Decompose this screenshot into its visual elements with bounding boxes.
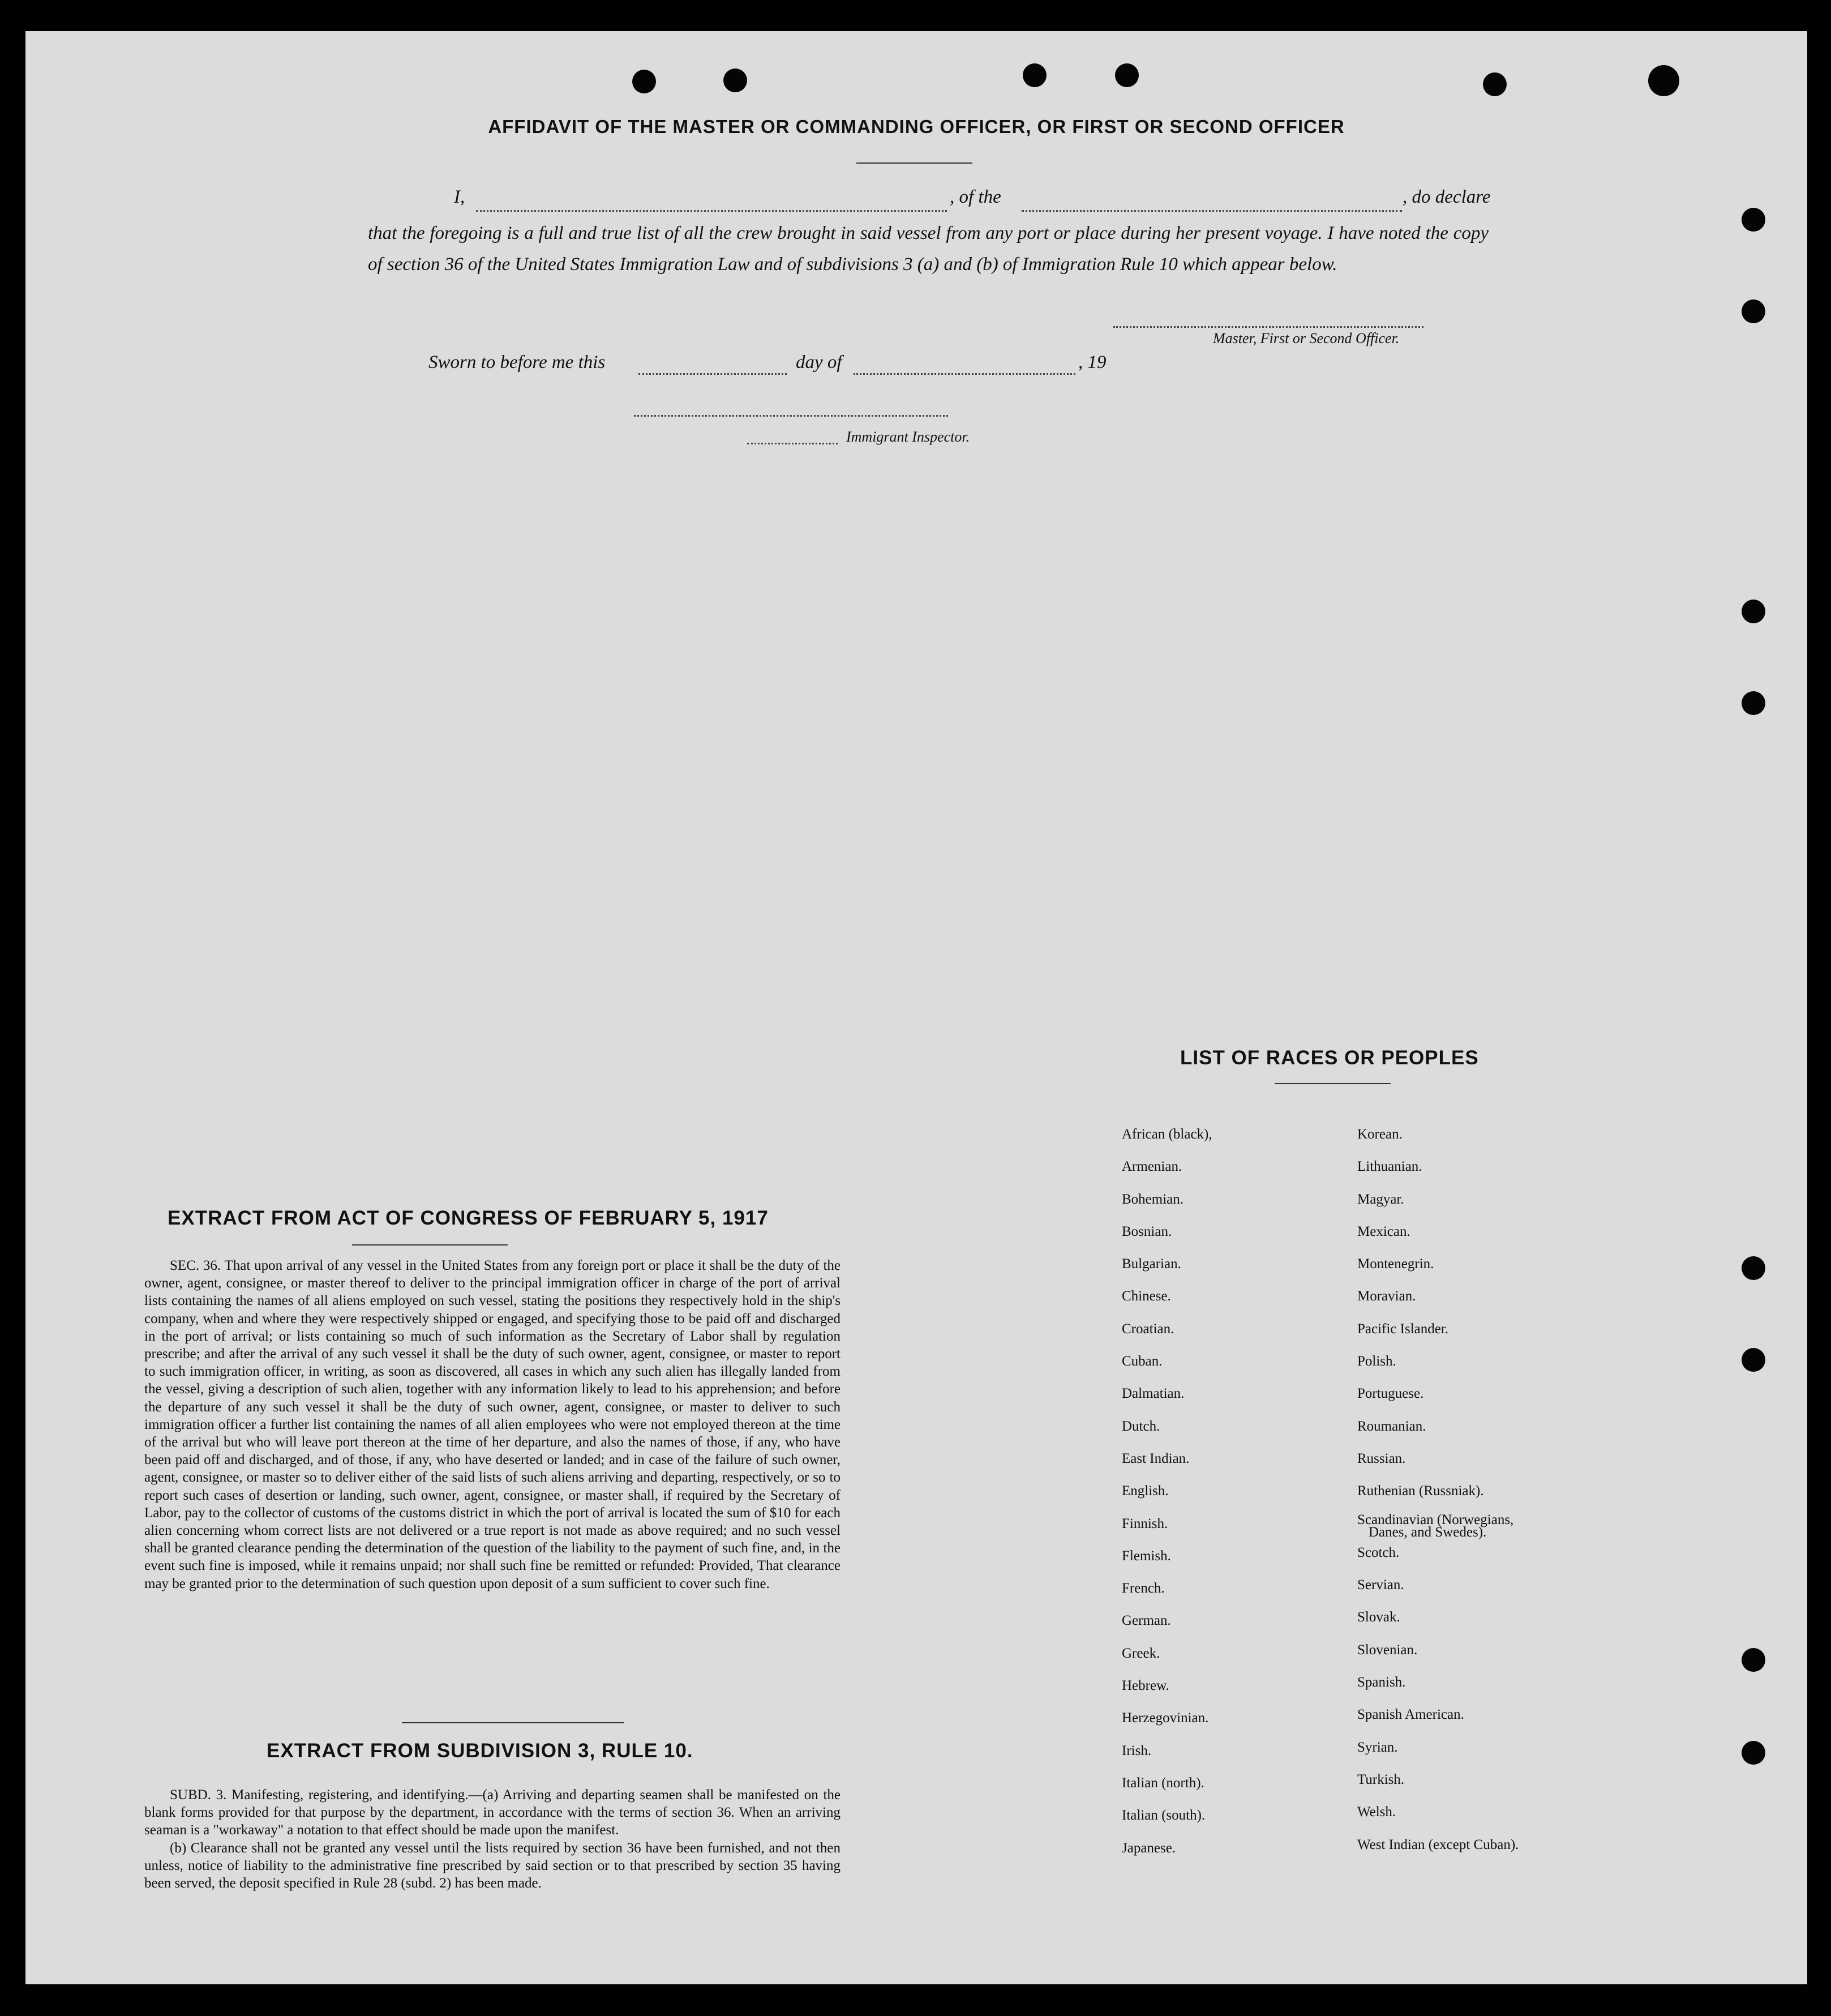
race-item: Japanese. xyxy=(1122,1840,1176,1856)
race-item: West Indian (except Cuban). xyxy=(1357,1837,1519,1852)
race-item: East Indian. xyxy=(1122,1450,1190,1466)
races-title-divider xyxy=(1275,1083,1391,1084)
race-item: Herzegovinian. xyxy=(1122,1710,1209,1726)
race-item: Hebrew. xyxy=(1122,1678,1169,1694)
affidavit-body: that the foregoing is a full and true list of all the crew brought in said vessel from any port or place during her present voyage. I have noted the copy of section 36 of the United States Immigration Law and of subdivisions 3 (a) and (b) of Immigration Rule 10 which appear below. xyxy=(368,223,1489,275)
race-item: Greek. xyxy=(1122,1645,1160,1661)
race-item: Syrian. xyxy=(1357,1739,1398,1755)
race-item: Montenegrin. xyxy=(1357,1256,1434,1272)
race-item: Turkish. xyxy=(1357,1771,1405,1787)
punch-hole xyxy=(1742,691,1765,715)
signature-line[interactable] xyxy=(1113,326,1423,328)
race-item: Russian. xyxy=(1357,1450,1406,1466)
punch-hole xyxy=(723,69,747,92)
sworn-day-field[interactable] xyxy=(638,373,787,375)
race-item: French. xyxy=(1122,1581,1165,1596)
race-item: Moravian. xyxy=(1357,1289,1416,1304)
race-item: Italian (south). xyxy=(1122,1808,1206,1824)
signature-label: Master, First or Second Officer. xyxy=(1213,330,1400,346)
act-title-divider xyxy=(352,1244,508,1245)
punch-hole xyxy=(1742,1648,1765,1672)
name-field[interactable] xyxy=(476,210,947,212)
race-item: Welsh. xyxy=(1357,1804,1396,1820)
race-item: Spanish. xyxy=(1357,1675,1406,1690)
punch-hole xyxy=(1742,208,1765,232)
punch-hole xyxy=(1742,299,1765,323)
race-item: Bosnian. xyxy=(1122,1223,1172,1239)
race-item: Servian. xyxy=(1357,1577,1404,1593)
race-item: Spanish American. xyxy=(1357,1707,1464,1723)
affidavit-of-the-label: , of the xyxy=(950,187,1001,207)
affidavit-i-label: I, xyxy=(454,187,465,207)
punch-hole xyxy=(1115,63,1139,87)
title-divider xyxy=(856,162,972,164)
race-item-scandinavian-line1: Scandinavian (Norwegians, xyxy=(1357,1512,1514,1527)
races-column-1 xyxy=(1122,1127,1212,1873)
race-item: Bohemian. xyxy=(1122,1191,1184,1207)
race-item: Croatian. xyxy=(1122,1321,1174,1337)
punch-hole xyxy=(1742,1741,1765,1765)
race-item: Korean. xyxy=(1357,1127,1403,1142)
race-item: Polish. xyxy=(1357,1354,1396,1369)
race-item: Italian (north). xyxy=(1122,1775,1204,1791)
punch-hole xyxy=(1023,63,1047,87)
affidavit-title: AFFIDAVIT OF THE MASTER OR COMMANDING OFFICER, OR FIRST OR SECOND OFFICER xyxy=(488,116,1345,137)
punch-hole xyxy=(1742,600,1765,623)
race-item: Dalmatian. xyxy=(1122,1386,1185,1402)
inspector-label: Immigrant Inspector. xyxy=(846,429,970,445)
year-label: , 19 xyxy=(1078,352,1107,373)
punch-hole xyxy=(1648,65,1679,96)
sworn-month-field[interactable] xyxy=(854,373,1075,375)
race-item: Slovenian. xyxy=(1357,1642,1418,1658)
race-item: Slovak. xyxy=(1357,1610,1400,1625)
punch-hole xyxy=(1742,1256,1765,1280)
rule-extract-title: EXTRACT FROM SUBDIVISION 3, RULE 10. xyxy=(267,1740,693,1762)
race-item: German. xyxy=(1122,1613,1171,1629)
races-title: LIST OF RACES OR PEOPLES xyxy=(1180,1047,1479,1069)
inspector-signature-line[interactable] xyxy=(634,415,948,417)
punch-hole xyxy=(1742,1348,1765,1372)
race-item: Finnish. xyxy=(1122,1516,1168,1531)
race-item: Chinese. xyxy=(1122,1289,1171,1304)
race-item: Roumanian. xyxy=(1357,1418,1426,1434)
punch-hole xyxy=(632,70,656,93)
race-item: Armenian. xyxy=(1122,1159,1182,1175)
race-item: Bulgarian. xyxy=(1122,1256,1181,1272)
race-item: African (black), xyxy=(1122,1127,1212,1142)
punch-hole xyxy=(1483,72,1507,96)
race-item: Mexican. xyxy=(1357,1223,1410,1239)
subd-3-a-paragraph: SUBD. 3. Manifesting, registering, and identifying.—(a) Arriving and departing seamen shall be manifested on the blank forms provided for that purpose by the department, in accordance with the terms of section 36. When an arriving seaman is a "workaway" a notation to that effect should be made upon the manifest. xyxy=(144,1787,841,1838)
race-item: Ruthenian (Russniak). xyxy=(1357,1483,1484,1499)
race-item: Flemish. xyxy=(1122,1548,1171,1564)
affidavit-declare-label: , do declare xyxy=(1403,187,1491,207)
act-extract-title: EXTRACT FROM ACT OF CONGRESS OF FEBRUARY 5, 1917 xyxy=(168,1207,769,1229)
race-item: English. xyxy=(1122,1483,1169,1499)
document-page xyxy=(25,31,1807,1984)
sec-36-paragraph: SEC. 36. That upon arrival of any vessel in the United States from any foreign port or place it shall be the duty of the owner, agent, consignee, or master thereof to deliver to the principal immigration officer in charge of the port of arrival lists containing the names of all aliens employed on such vessel, stating the positions they respectively hold in the ship's company, when and where they were respectively shipped or engaged, and specifying those to be paid off and discharged in the port of arrival; or lists containing so much of such information as the Secretary of Labor shall by regulation prescribe; and after the arrival of any such vessel it shall be the duty of such owner, agent, consignee, or master to report to such immigration officer, in writing, as soon as discovered, all cases in which any such alien has illegally landed from the vessel, giving a description of such alien, together with any information likely to lead to his apprehension; and before the departure of any such vessel it shall be the duty of such owner, agent, consignee, or master to deliver to such immigration officer a further list containing the names of all alien employees who were not employed thereon at the time of the arrival but who will leave port thereon at the time of her departure, and also the names of those, if any, who have been paid off and discharged, and of those, if any, who have deserted or landed; and in case of the failure of such owner, agent, consignee, or master so to deliver either of the said lists of such aliens arriving and departing, respectively, or so to report such cases of desertion or landing, such owner, agent, consignee, or master shall, if required by the Secretary of Labor, pay to the collector of customs of the customs district in which the port of arrival is located the sum of $10 for each alien concerning whom correct lists are not delivered or a true report is not made as above required; and no such vessel shall be granted clearance pending the determination of the question of the liability to the payment of such fine, and, in the event such fine is imposed, while it remains unpaid; nor shall such fine be remitted or refunded: Provided, That clearance may be granted prior to the determination of such question upon deposit of a sum sufficient to cover such fine. xyxy=(144,1258,841,1591)
race-item: Pacific Islander. xyxy=(1357,1321,1449,1337)
race-item: Dutch. xyxy=(1122,1418,1160,1434)
act-extract-text xyxy=(144,1257,841,1593)
subd-3-b-paragraph: (b) Clearance shall not be granted any vessel until the lists required by section 36 have been furnished, and not then unless, notice of liability to the administrative fine prescribed by said section or to that prescribed by section 35 having been served, the deposit specified in Rule 28 (subd. 2) has been made. xyxy=(144,1840,841,1891)
race-item: Portuguese. xyxy=(1357,1386,1424,1402)
race-item: Lithuanian. xyxy=(1357,1159,1422,1175)
race-item-scandinavian xyxy=(1357,1513,1519,1545)
sworn-label: Sworn to before me this xyxy=(428,352,606,373)
races-column-2 xyxy=(1357,1127,1519,1869)
day-of-label: day of xyxy=(796,352,842,373)
race-item-scandinavian-line2: Danes, and Swedes). xyxy=(1369,1524,1487,1540)
vessel-field[interactable] xyxy=(1022,210,1402,212)
race-item: Irish. xyxy=(1122,1743,1152,1758)
race-item: Scotch. xyxy=(1357,1544,1400,1560)
inspector-dotted-lead xyxy=(747,443,838,444)
extract-divider xyxy=(402,1722,624,1723)
race-item: Cuban. xyxy=(1122,1354,1163,1369)
rule-extract-text xyxy=(144,1786,841,1892)
race-item: Magyar. xyxy=(1357,1191,1404,1207)
